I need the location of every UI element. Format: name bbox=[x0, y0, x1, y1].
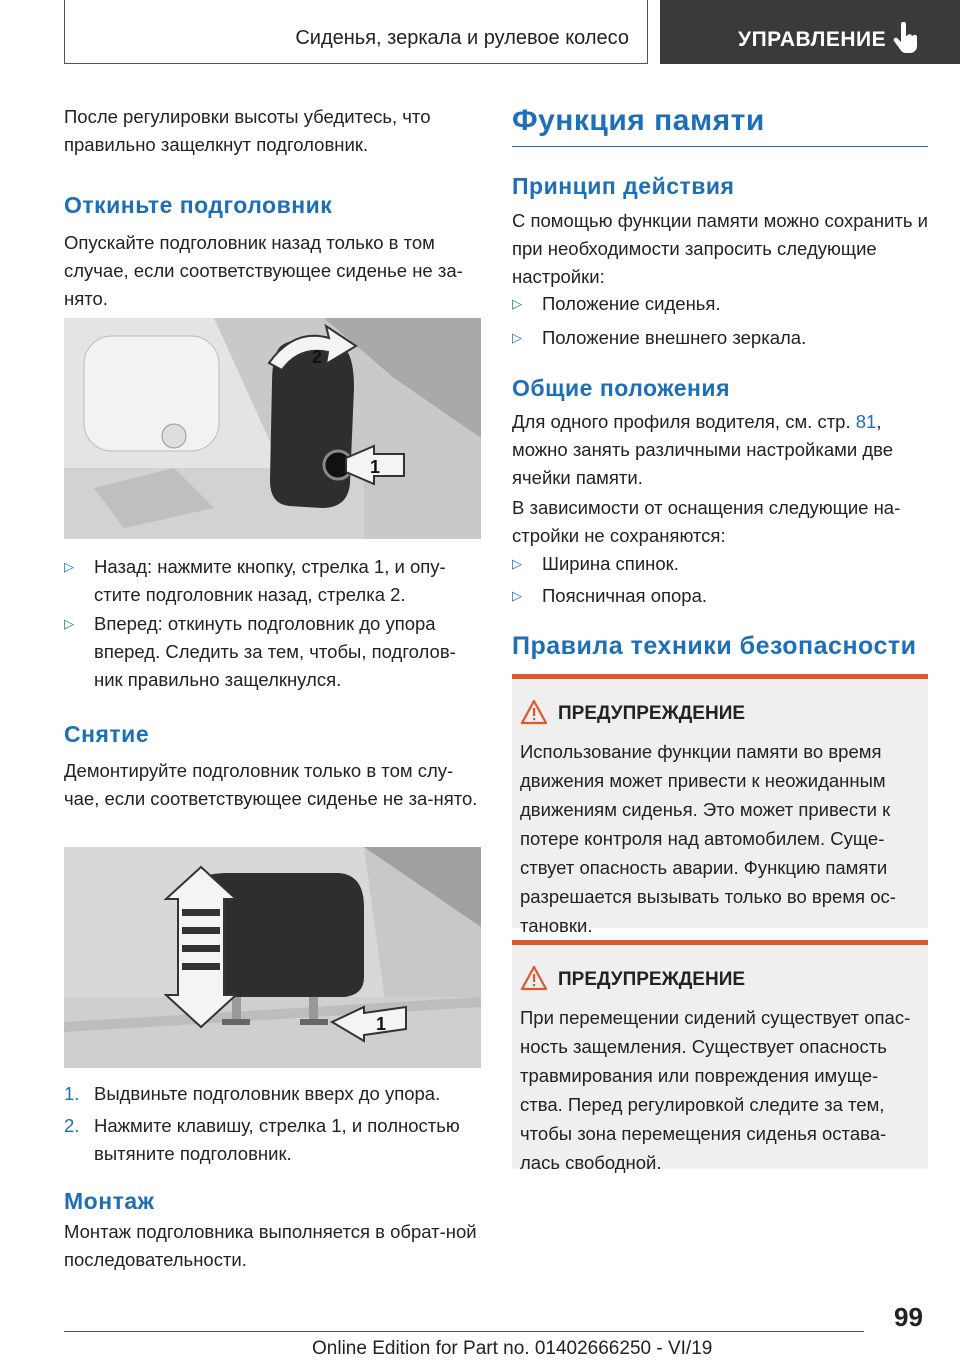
triangle-bullet-icon: ▷ bbox=[64, 559, 74, 574]
removal-heading: Снятие bbox=[64, 721, 150, 747]
general-bullet: ▷ Ширина спинок. bbox=[512, 550, 928, 580]
header-chapter-box bbox=[660, 0, 960, 64]
header-section-box bbox=[64, 0, 648, 64]
general-bullet: ▷ Поясничная опора. bbox=[512, 582, 928, 612]
headrest-removal-illustration bbox=[64, 847, 481, 1068]
warning-box bbox=[512, 940, 928, 1173]
illustration-label-1: 1 bbox=[370, 457, 381, 477]
footer-edition: Online Edition for Part no. 01402666250 - VI/19 bbox=[312, 1338, 713, 1359]
warning-title: ПРЕДУПРЕЖДЕНИЕ bbox=[558, 969, 746, 990]
illustration-label-2: 2 bbox=[312, 347, 323, 367]
fold-bullet: ▷ Вперед: откинуть подголовник до упора вперед. Следить за тем, чтобы, подголов-ник правильно защелкнулся. bbox=[64, 610, 482, 698]
warning-triangle-icon bbox=[520, 965, 548, 991]
general-paragraph: Для одного профиля водителя, см. стр. 81, можно занять различными настройками две ячейки памяти. bbox=[512, 411, 894, 488]
footer-rule bbox=[64, 1331, 864, 1332]
warning-text: При перемещении сидений существует опас-ность защемления. Существует опасность травмирования или повреждения имуще-ства. Перед регулировкой следите за тем, чтобы зона перемещения сиденья остава-лась свободной. bbox=[520, 1007, 911, 1173]
general-heading: Общие положения bbox=[512, 375, 730, 401]
principle-bullet: ▷ Положение внешнего зеркала. bbox=[512, 324, 928, 354]
triangle-bullet-icon: ▷ bbox=[512, 556, 522, 571]
fold-bullet: ▷ Назад: нажмите кнопку, стрелка 1, и опу-стите подголовник назад, стрелка 2. bbox=[64, 553, 482, 613]
warning-triangle-icon bbox=[520, 699, 548, 725]
general-paragraph-2: В зависимости от оснащения следующие на-стройки не сохраняются: bbox=[512, 497, 901, 546]
warning-title: ПРЕДУПРЕЖДЕНИЕ bbox=[558, 703, 746, 724]
fold-paragraph: Опускайте подголовник назад только в том случае, если соответствующее сиденье не за-нято. bbox=[64, 232, 463, 309]
page-number: 99 bbox=[894, 1302, 923, 1332]
triangle-bullet-icon: ▷ bbox=[512, 330, 522, 345]
illustration-label-1: 1 bbox=[376, 1014, 387, 1034]
triangle-bullet-icon: ▷ bbox=[512, 588, 522, 603]
warning-text: Использование функции памяти во время движения может привести к неожиданным движениям сиденья. Это может привести к потере контроля над автомобилем. Суще-ствует опасность аварии. Функцию памяти разрешается вызывать только во время ос-тановки. bbox=[520, 741, 896, 936]
principle-bullet: ▷ Положение сиденья. bbox=[512, 290, 928, 320]
hand-pointer-icon bbox=[892, 22, 920, 54]
removal-step: 1. Выдвиньте подголовник вверх до упора. bbox=[64, 1083, 441, 1104]
memory-function-title: Функция памяти bbox=[512, 104, 765, 137]
warning-box bbox=[512, 674, 928, 936]
removal-step: 2. Нажмите клавишу, стрелка 1, и полностью вытяните подголовник. bbox=[64, 1115, 460, 1164]
principle-paragraph: С помощью функции памяти можно сохранить и при необходимости запросить следующие настройки: bbox=[512, 210, 928, 287]
title-rule bbox=[512, 146, 928, 147]
mount-paragraph: Монтаж подголовника выполняется в обрат-ной последовательности. bbox=[64, 1221, 477, 1270]
safety-heading: Правила техники безопасности bbox=[512, 632, 917, 660]
triangle-bullet-icon: ▷ bbox=[64, 616, 74, 631]
triangle-bullet-icon: ▷ bbox=[512, 296, 522, 311]
chapter-title: УПРАВЛЕНИЕ bbox=[738, 28, 887, 51]
mount-heading: Монтаж bbox=[64, 1188, 155, 1214]
principle-heading: Принцип действия bbox=[512, 173, 735, 199]
intro-paragraph: После регулировки высоты убедитесь, что правильно защелкнут подголовник. bbox=[64, 106, 431, 155]
page-link[interactable]: 81 bbox=[855, 411, 877, 432]
removal-paragraph: Демонтируйте подголовник только в том слу-чае, если соответствующее сиденье не за-нято. bbox=[64, 760, 478, 809]
fold-heading: Откиньте подголовник bbox=[64, 192, 333, 218]
section-title: Сиденья, зеркала и рулевое колесо bbox=[295, 27, 629, 49]
headrest-fold-illustration bbox=[64, 318, 481, 539]
